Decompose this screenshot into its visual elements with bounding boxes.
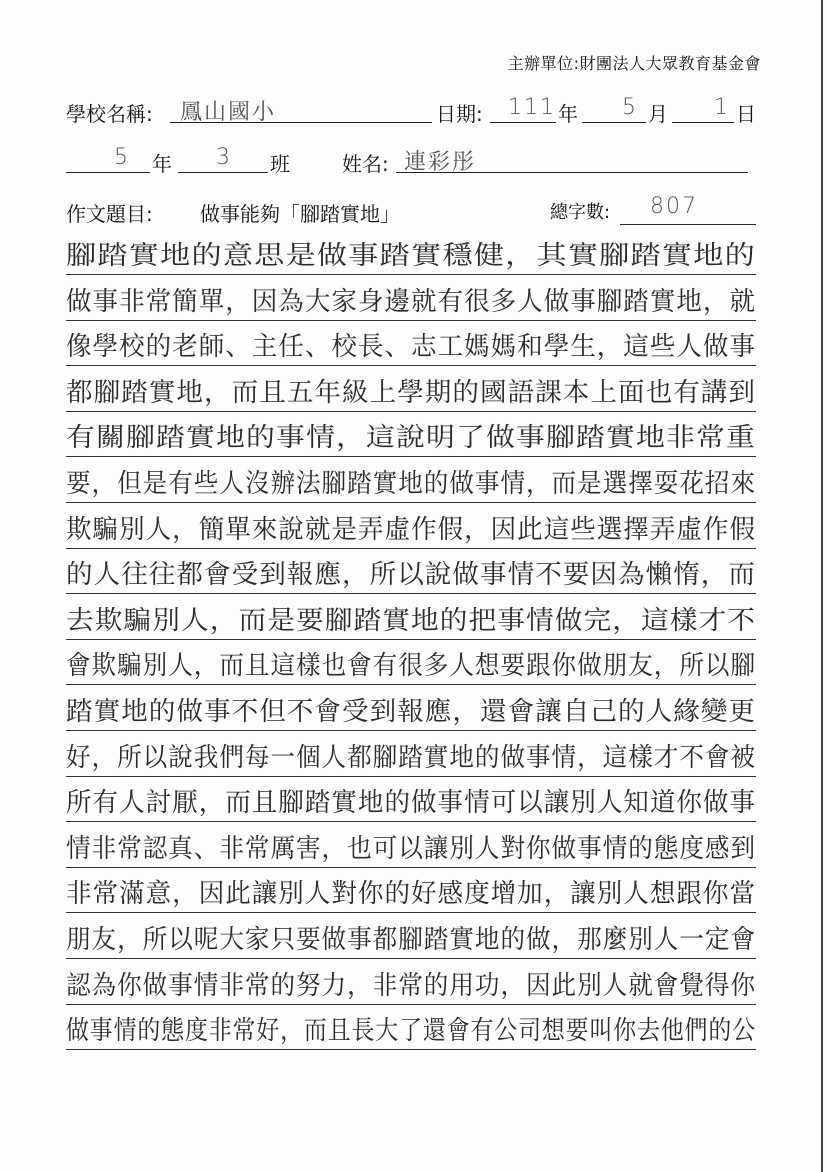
- grade-field: [66, 148, 150, 173]
- essay-line-text: 情非常認真、非常厲害，也可以讓別人對你做事情的態度感到: [66, 833, 757, 864]
- topic-value: 做事能夠「腳踏實地」: [200, 202, 400, 226]
- year-unit: 年: [558, 102, 578, 126]
- class-value: 3: [216, 145, 232, 170]
- name-value: 連彩彤: [404, 150, 477, 175]
- wordcount-value: 807: [650, 194, 698, 219]
- wordcount-label: 總字數:: [550, 202, 611, 223]
- page-edge: [821, 0, 823, 1172]
- essay-line: [66, 601, 756, 640]
- essay-line-text: 好，所以說我們每一個人都腳踏實地的做事情，這樣才不會被: [66, 742, 757, 773]
- essay-line-text: 都腳踏實地，而且五年級上學期的國語課本上面也有講到: [66, 377, 757, 408]
- essay-line: [66, 692, 756, 731]
- essay-line: [66, 464, 756, 503]
- essay-line: [66, 738, 756, 777]
- class-unit: 班: [270, 152, 290, 176]
- essay-line-text: 認為你做事情非常的努力，非常的用功，因此別人就會覺得你: [66, 970, 757, 1001]
- essay-line-text: 欺騙別人，簡單來說就是弄虛作假，因此這些選擇弄虛作假: [66, 514, 757, 545]
- month-unit: 月: [648, 102, 668, 126]
- essay-line-text: 所有人討厭，而且腳踏實地的做事情可以讓別人知道你做事: [66, 788, 757, 819]
- month-value: 5: [622, 95, 638, 120]
- essay-line: [66, 874, 756, 913]
- name-label: 姓名:: [342, 152, 389, 176]
- essay-line-text: 去欺騙別人，而是要腳踏實地的把事情做完，這樣才不: [66, 605, 757, 636]
- essay-line: [66, 555, 756, 594]
- organizer-text: 主辦單位:財團法人大眾教育基金會: [507, 54, 761, 73]
- essay-line: [66, 510, 756, 549]
- essay-line-text: 非常滿意，因此讓別人對你的好感度增加，讓別人想跟你當: [66, 879, 757, 910]
- essay-line: [66, 282, 756, 321]
- essay-line: [66, 646, 756, 685]
- topic-label: 作文題目:: [66, 202, 153, 226]
- essay-line: [66, 1011, 756, 1050]
- date-label: 日期:: [436, 102, 483, 126]
- day-unit: 日: [736, 102, 756, 126]
- essay-line: [66, 418, 756, 457]
- essay-line-text: 像學校的老師、主任、校長、志工媽媽和學生，這些人做事: [66, 332, 757, 363]
- essay-line-text: 要，但是有些人沒辦法腳踏實地的做事情，而是選擇耍花招來: [66, 469, 757, 499]
- essay-line: [66, 783, 756, 822]
- essay-line-text: 朋友，所以呢大家只要做事都腳踏實地的做，那麼別人一定會: [66, 925, 757, 955]
- school-value: 鳳山國小: [180, 100, 277, 125]
- essay-line: [66, 327, 756, 366]
- day-value: 1: [714, 95, 730, 120]
- essay-line-text: 腳踏實地的意思是做事踏實穩健，其實腳踏實地的: [66, 241, 757, 271]
- essay-line-text: 踏實地的做事不但不會受到報應，還會讓自己的人緣變更: [66, 697, 757, 727]
- essay-line-text: 會欺騙別人，而且這樣也會有很多人想要跟你做朋友，所以腳: [66, 651, 757, 682]
- essay-line: [66, 920, 756, 959]
- essay-line-text: 做事情的態度非常好，而且長大了還會有公司想要叫你去他們的公: [66, 1016, 757, 1047]
- grade-value: 5: [114, 145, 130, 170]
- year-value: 111: [508, 95, 556, 120]
- essay-line: [66, 236, 756, 275]
- grade-unit: 年: [152, 152, 172, 176]
- essay-line: [66, 373, 756, 412]
- essay-line: [66, 966, 756, 1005]
- essay-line-text: 的人往往都會受到報應，所以說做事情不要因為懶惰，而: [66, 560, 757, 591]
- essay-line-text: 做事非常簡單，因為大家身邊就有很多人做事腳踏實地，就: [66, 286, 757, 317]
- essay-line-text: 有關腳踏實地的事情，這說明了做事腳踏實地非常重: [66, 423, 757, 454]
- school-label: 學校名稱:: [66, 102, 153, 126]
- essay-line: [66, 829, 756, 868]
